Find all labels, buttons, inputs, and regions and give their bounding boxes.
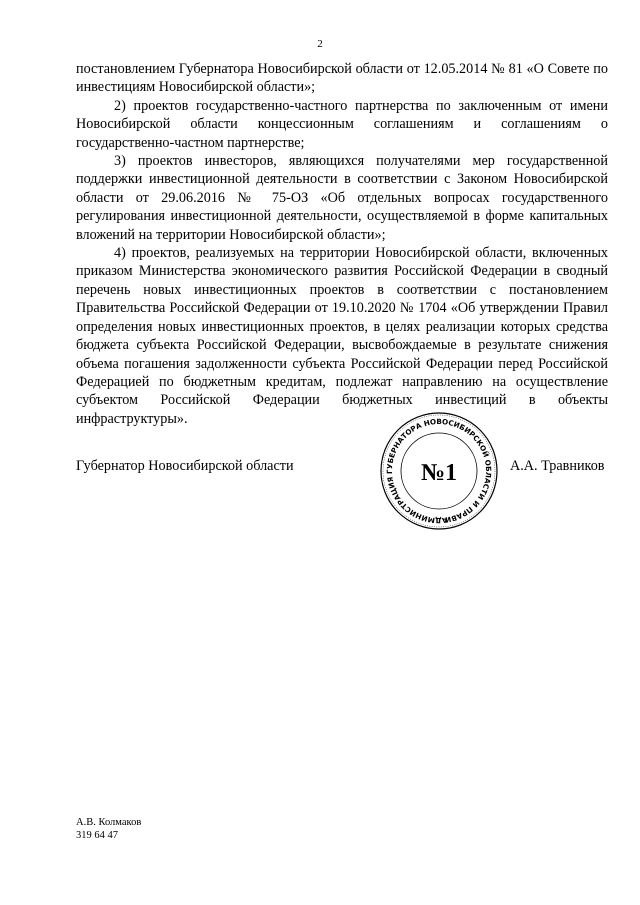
executor-footer [76,816,141,842]
official-seal [378,410,500,532]
paragraph-item-2: 2) проектов государственно-частного партнерства по заключенным от имени Новосибирской области концессионным соглашениям и соглашениям о государственно-частном партнерстве; [76,97,608,151]
signatory-title: Губернатор Новосибирской области [76,458,294,474]
executor-phone: 319 64 47 [76,830,118,841]
executor-name: А.В. Колмаков [76,817,142,828]
paragraph-item-3: 3) проектов инвесторов, являющихся получателями мер государственной поддержки инвестиционной деятельности в соответствии с Законом Новосибирской области от 29.06.2016 № 75-ОЗ «Об отдельных вопросах государственного регулирования инвестиционной деятельности, осуществляемой в форме капитальных вложений на территории Новосибирской области»; [76,153,608,243]
paragraph-item-4: 4) проектов, реализуемых на территории Новосибирской области, включенных приказом Министерства экономического развития Российской Федерации в сводный перечень новых инвестиционных проектов в соответствии с постановлением Правительства Российской Федерации от 19.10.2020 № 1704 «Об утверждении Правил определения новых инвестиционных проектов, в целях реализации которых средства бюджета субъекта Российской Федерации, высвобождаемые в результате снижения объема погашения задолженности субъекта Российской Федерации перед Российской Федерацией по бюджетным кредитам, подлежат направлению на осуществление субъектом Российской Федерации бюджетных инвестиций в объекты инфраструктуры». [76,245,608,427]
seal-number: №1 [420,460,458,486]
signatory-name: А.А. Травников [510,458,605,474]
document-body [76,60,608,428]
seal-text: АДМИНИСТРАЦИЯ ГУБЕРНАТОРА НОВОСИБИРСКОЙ ОБЛАСТИ И ПРАВИТЕЛЬСТВА [384,416,494,526]
page-number: 2 [317,38,323,50]
paragraph-continuation: постановлением Губернатора Новосибирской области от 12.05.2014 № 81 «О Совете по инвестициям Новосибирской области»; [76,61,608,96]
